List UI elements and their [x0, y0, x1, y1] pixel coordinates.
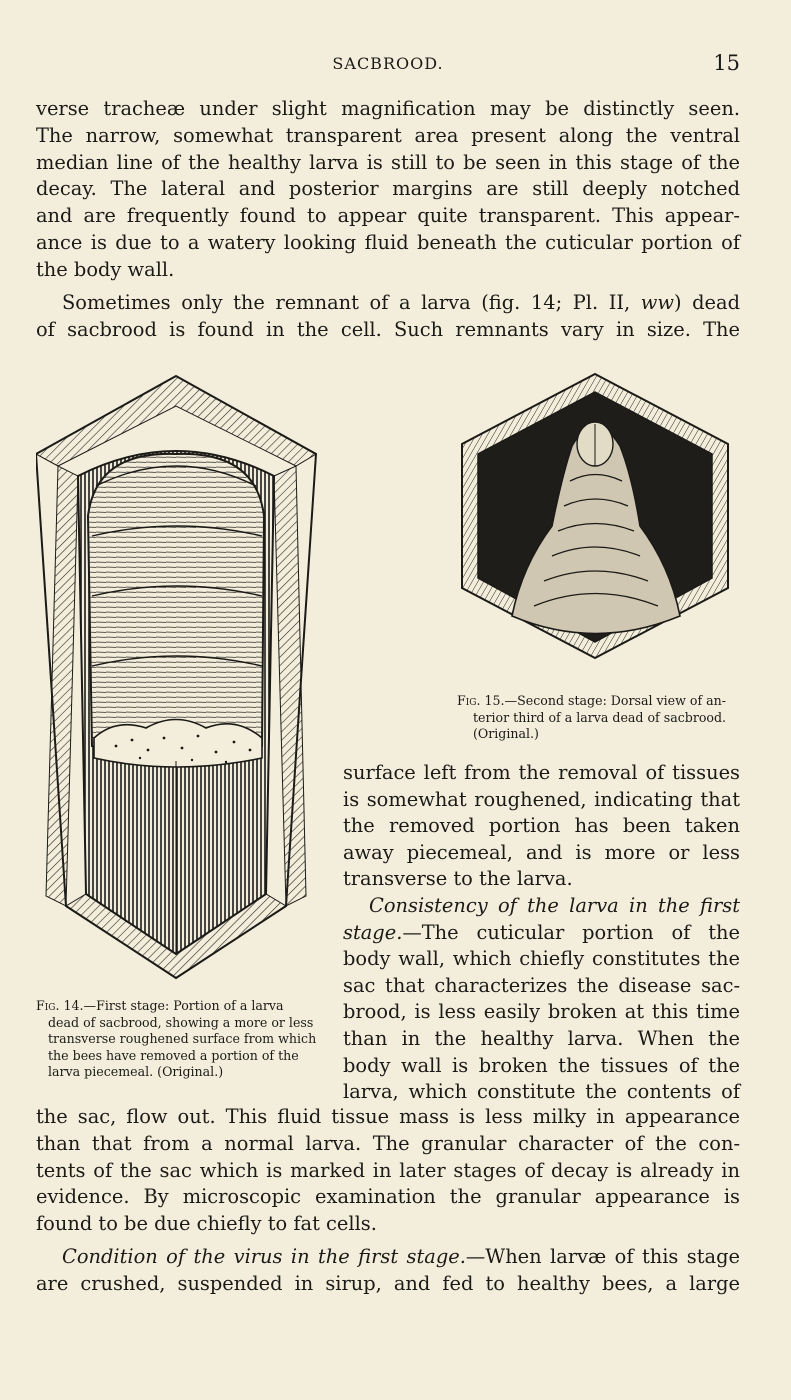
text-line: found to be due chiefly to fat cells.: [36, 1212, 377, 1236]
caption-line: (Original.): [473, 726, 539, 741]
paragraph-1: [36, 96, 740, 284]
text-run: —The cuticular portion of the: [402, 920, 740, 944]
caption-line: transverse roughened surface from which: [48, 1031, 317, 1046]
paragraph-4: [36, 1244, 740, 1298]
text-run: —When larvæ of this stage: [465, 1245, 740, 1268]
section-heading: Consistency of the larva in the first: [369, 893, 740, 917]
text-line: [36, 1244, 740, 1271]
text-line: [36, 290, 740, 317]
text-line: away piecemeal, and is more or less: [343, 840, 740, 864]
text-line: than in the healthy larva. When the: [343, 1026, 740, 1050]
caption-line: [36, 998, 316, 1015]
caption-label: Fig. 14.: [36, 998, 84, 1013]
figure-14-illustration: [36, 366, 326, 986]
text-line: are crushed, suspended in sirup, and fed to healthy bees, a large: [36, 1271, 740, 1295]
page-header: [36, 51, 740, 80]
text-line: The narrow, somewhat transparent area present along the ventral: [36, 123, 740, 147]
hexagonal-cell-engraving: [452, 366, 738, 666]
text-line: the sac, flow out. This fluid tissue mass is less milky in appearance: [36, 1105, 740, 1128]
caption-line: the bees have removed a portion of the: [48, 1047, 299, 1063]
text-line: [343, 893, 740, 920]
text-line: tents of the sac which is marked in later stages of decay is already in: [36, 1158, 740, 1182]
italic-reference: ww: [640, 291, 674, 314]
text-line: [343, 920, 740, 947]
paragraph-3: [36, 1104, 740, 1238]
text-run: ) dead: [673, 291, 740, 314]
larva-cell-engraving: [36, 366, 326, 986]
section-heading: stage.: [343, 920, 403, 944]
figure-15-caption: [457, 693, 726, 743]
page-number: 15: [713, 51, 740, 75]
text-line: is somewhat roughened, indicating that: [343, 787, 740, 811]
text-line: verse tracheæ under slight magnification may be distinctly seen.: [36, 97, 740, 120]
caption-text: —Second stage: Dorsal view of an-: [504, 693, 727, 708]
text-line: of sacbrood is found in the cell. Such remnants vary in size. The: [36, 317, 740, 341]
text-line: the removed portion has been taken: [343, 814, 740, 838]
caption-line: dead of sacbrood, showing a more or less: [48, 1014, 314, 1030]
caption-line: terior third of a larva dead of sacbrood.: [473, 709, 727, 725]
text-line: body wall is broken the tissues of the: [343, 1053, 740, 1077]
text-line: body wall, which chiefly constitutes the: [343, 947, 740, 971]
text-line: decay. The lateral and posterior margins are still deeply notched: [36, 177, 740, 201]
paragraph-2: [36, 290, 740, 344]
text-line: surface left from the removal of tissues: [343, 761, 740, 784]
text-line: the body wall.: [36, 257, 175, 281]
text-line: sac that characterizes the disease sac-: [343, 973, 740, 997]
caption-text: —First stage: Portion of a larva: [83, 998, 284, 1013]
caption-line: [457, 693, 726, 710]
text-line: brood, is less easily broken at this time: [343, 1000, 740, 1024]
figure-15-illustration: [452, 366, 738, 666]
text-run: Sometimes only the remnant of a larva (fig. 14; Pl. II,: [62, 291, 641, 314]
figure-14-caption: [36, 998, 316, 1081]
wrapped-text-column: [343, 760, 740, 1106]
text-line: median line of the healthy larva is still to be seen in this stage of the: [36, 150, 740, 174]
caption-line: larva piecemeal. (Original.): [48, 1064, 224, 1079]
text-line: larva, which constitute the contents of: [343, 1080, 740, 1104]
text-line: ance is due to a watery looking fluid beneath the cuticular portion of: [36, 230, 740, 254]
text-line: and are frequently found to appear quite transparent. This appear-: [36, 204, 740, 228]
caption-label: Fig. 15.: [457, 693, 505, 708]
text-line: evidence. By microscopic examination the granular appearance is: [36, 1185, 740, 1209]
section-heading: Condition of the virus in the first stage.: [62, 1245, 466, 1268]
text-line: than that from a normal larva. The granular character of the con-: [36, 1131, 740, 1155]
text-line: transverse to the larva.: [343, 867, 573, 891]
running-head: SACBROOD.: [332, 54, 444, 73]
